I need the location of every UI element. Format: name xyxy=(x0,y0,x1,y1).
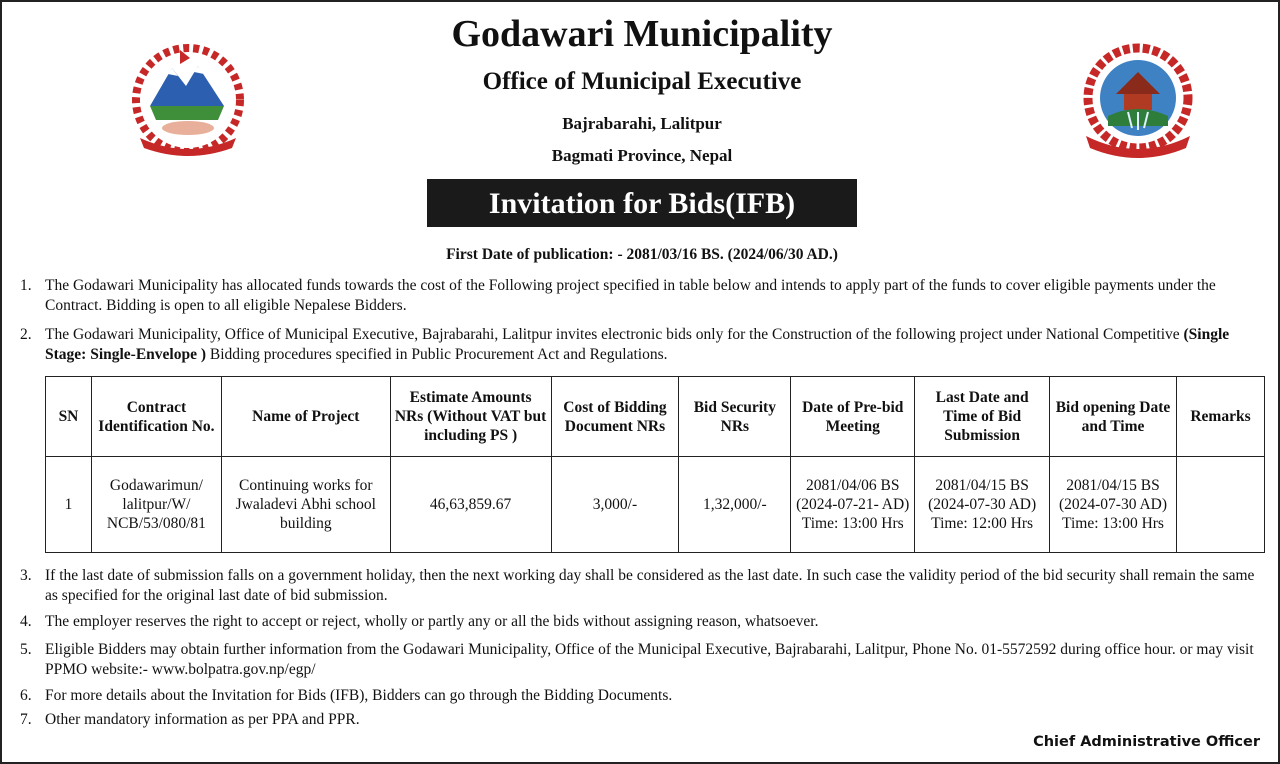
paragraph-text-end: Bidding procedures specified in Public Procurement Act and Regulations. xyxy=(206,346,668,363)
paragraph-4 xyxy=(14,612,1269,632)
header-opening: Bid opening Date and Time xyxy=(1050,377,1177,457)
header-doc-cost: Cost of Bidding Document NRs xyxy=(551,377,679,457)
header-contract-id: Contract Identification No. xyxy=(91,377,221,457)
header-last-date: Last Date and Time of Bid Submission xyxy=(915,377,1050,457)
cell-opening: 2081/04/15 BS (2024-07-30 AD) Time: 13:00 Hrs xyxy=(1050,457,1177,553)
paragraph-text: The employer reserves the right to accept or reject, wholly or partly any or all the bids without assigning reason, whatsoever. xyxy=(45,613,819,630)
address-line-2: Bagmati Province, Nepal xyxy=(551,146,733,165)
paragraph-2 xyxy=(14,325,1269,365)
paragraph-6 xyxy=(14,686,1269,706)
cell-contract-id: Godawarimun/ lalitpur/W/ NCB/53/080/81 xyxy=(91,457,221,553)
signature-title: Chief Administrative Officer xyxy=(1033,734,1260,750)
paragraph-number: 4. xyxy=(20,613,32,630)
municipality-title: Godawari Municipality xyxy=(451,13,833,55)
cell-project-name: Continuing works for Jwaladevi Abhi school building xyxy=(221,457,390,553)
paragraph-7 xyxy=(14,710,1269,730)
header-sn: SN xyxy=(46,377,92,457)
paragraph-number: 1. xyxy=(20,277,32,294)
cell-sn: 1 xyxy=(46,457,92,553)
office-name: Office of Municipal Executive xyxy=(482,68,802,95)
paragraph-number: 3. xyxy=(20,567,32,584)
paragraph-number: 7. xyxy=(20,711,32,728)
header-estimate: Estimate Amounts NRs (Without VAT but including PS ) xyxy=(390,377,551,457)
paragraph-number: 2. xyxy=(20,326,32,343)
paragraph-text: For more details about the Invitation for Bids (IFB), Bidders can go through the Bidding Documents. xyxy=(45,687,673,704)
header-prebid: Date of Pre-bid Meeting xyxy=(791,377,915,457)
cell-estimate: 46,63,859.67 xyxy=(390,457,551,553)
paragraph-1 xyxy=(14,276,1269,316)
municipality-seal-logo xyxy=(1072,42,1204,158)
paragraph-number: 5. xyxy=(20,641,32,658)
paragraph-text xyxy=(45,325,1269,365)
header-bid-security: Bid Security NRs xyxy=(679,377,791,457)
paragraph-text: Eligible Bidders may obtain further information from the Godawari Municipality, Office of the Municipal Executive, Bajrabarahi, Lalitpur, Phone No. 01-5572592 during office hour. or may visit PPMO website:- www.bolpatra.gov.np/egp/ xyxy=(45,641,1254,678)
ifb-banner: Invitation for Bids(IFB) xyxy=(427,179,857,227)
paragraph-number: 6. xyxy=(20,687,32,704)
address-line-1: Bajrabarahi, Lalitpur xyxy=(562,114,722,133)
paragraph-text: If the last date of submission falls on a government holiday, then the next working day shall be considered as the last date. In such case the validity period of the bid security shall remain the same as specified for the original last date of bid submission. xyxy=(45,567,1255,604)
header-project-name: Name of Project xyxy=(221,377,390,457)
paragraph-3 xyxy=(14,566,1269,606)
cell-bid-security: 1,32,000/- xyxy=(679,457,791,553)
nepal-emblem-logo xyxy=(120,42,256,158)
table-header-row xyxy=(46,377,1265,457)
paragraph-text: The Godawari Municipality has allocated funds towards the cost of the Following project specified in table below and intends to apply part of the funds to cover eligible payments under the Contract. Bidding is open to all eligible Nepalese Bidders. xyxy=(45,277,1216,314)
bidding-procedure-bold: (Single Stage: Single-Envelope ) xyxy=(45,326,1230,363)
cell-prebid: 2081/04/06 BS (2024-07-21- AD) Time: 13:00 Hrs xyxy=(791,457,915,553)
cell-remarks xyxy=(1176,457,1264,553)
table-row xyxy=(46,457,1265,553)
paragraph-text: Other mandatory information as per PPA and PPR. xyxy=(45,711,360,728)
cell-last-date: 2081/04/15 BS (2024-07-30 AD) Time: 12:00 Hrs xyxy=(915,457,1050,553)
publication-date: First Date of publication: - 2081/03/16 BS. (2024/06/30 AD.) xyxy=(446,246,838,263)
paragraph-5 xyxy=(14,640,1269,680)
bid-details-table xyxy=(45,376,1265,553)
paragraph-text-start: The Godawari Municipality, Office of Municipal Executive, Bajrabarahi, Lalitpur invites electronic bids only for the Construction of the following project under National Competitive xyxy=(45,326,1184,343)
header-remarks: Remarks xyxy=(1176,377,1264,457)
cell-doc-cost: 3,000/- xyxy=(551,457,679,553)
